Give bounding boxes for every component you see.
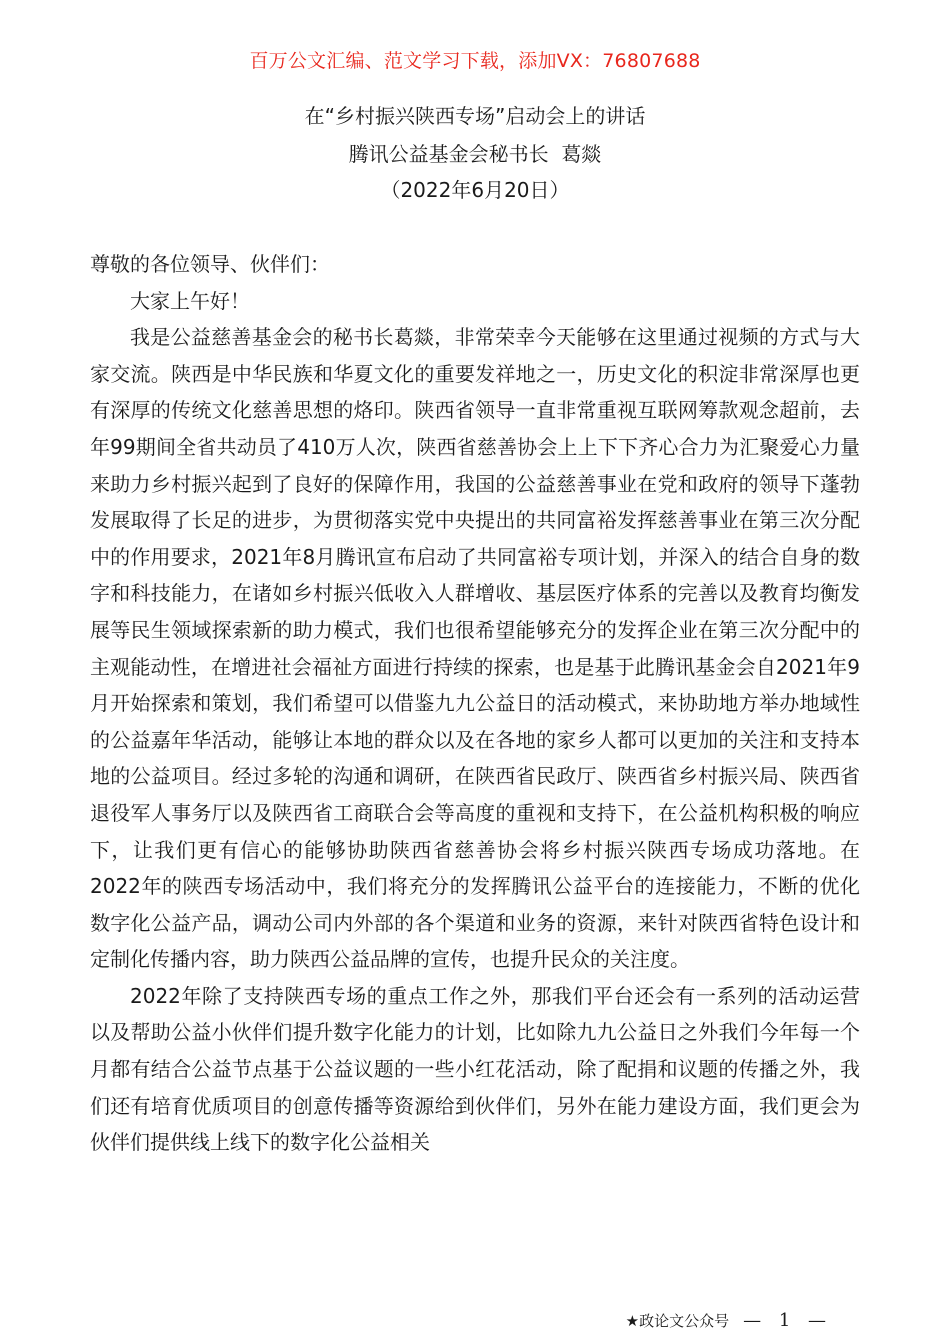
- speech-date: （2022年6月20日）: [380, 178, 570, 202]
- speech-body: [90, 246, 860, 1161]
- speaker-line: 腾讯公益基金会秘书长 葛燚: [348, 142, 602, 166]
- page-number: — 1 —: [743, 1310, 832, 1331]
- promo-banner: 百万公文汇编、范文学习下载，添加VX：76807688: [249, 50, 701, 72]
- page-footer: [626, 1310, 832, 1331]
- speech-title: 在“乡村振兴陕西专场”启动会上的讲话: [304, 104, 646, 128]
- paragraph: 2022年除了支持陕西专场的重点工作之外，那我们平台还会有一系列的活动运营以及帮助公益小伙伴们提升数字化能力的计划，比如除九九公益日之外我们今年每一个月都有结合公益节点基于公益议题的一些小红花活动，除了配捐和议题的传播之外，我们还有培育优质项目的创意传播等资源给到伙伴们，另外在能力建设方面，我们更会为伙伴们提供线上线下的数字化公益相关: [90, 983, 860, 1155]
- salutation: 尊敬的各位领导、伙伴们：: [90, 252, 330, 276]
- paragraph: 大家上午好！: [130, 288, 250, 313]
- footer-source: ★政论文公众号: [625, 1312, 730, 1330]
- paragraph: 我是公益慈善基金会的秘书长葛燚，非常荣幸今天能够在这里通过视频的方式与大家交流。陕西是中华民族和华夏文化的重要发祥地之一，历史文化的积淀非常深厚也更有深厚的传统文化慈善思想的烙印。陕西省领导一直非常重视互联网筹款观念超前，去年99期间全省共动员了410万人次，陕西省慈善协会上上下下齐心合力为汇聚爱心力量来助力乡村振兴起到了良好的保障作用，我国的公益慈善事业在党和政府的领导下蓬勃发展取得了长足的进步，为贯彻落实党中央提出的共同富裕发挥慈善事业在第三次分配中的作用要求，2021年8月腾讯宣布启动了共同富裕专项计划，并深入的结合自身的数字和科技能力，在诸如乡村振兴低收入人群增收、基层医疗体系的完善以及教育均衡发展等民生领域探索新的助力模式，我们也很希望能够充分的发挥企业在第三次分配中的主观能动性，在增进社会福祉方面进行持续的探索，也是基于此腾讯基金会自2021年9月开始探索和策划，我们希望可以借鉴九九公益日的活动模式，来协助地方举办地域性的公益嘉年华活动，能够让本地的群众以及在各地的家乡人都可以更加的关注和支持本地的公益项目。经过多轮的沟通和调研，在陕西省民政厅、陕西省乡村振兴局、陕西省退役军人事务厅以及陕西省工商联合会等高度的重视和支持下，在公益机构积极的响应下，让我们更有信心的能够协助陕西省慈善协会将乡村振兴陕西专场成功落地。在2022年的陕西专场活动中，我们将充分的发挥腾讯公益平台的连接能力，不断的优化数字化公益产品，调动公司内外部的各个渠道和业务的资源，来针对陕西省特色设计和定制化传播内容，助力陕西公益品牌的宣传，也提升民众的关注度。: [90, 325, 860, 972]
